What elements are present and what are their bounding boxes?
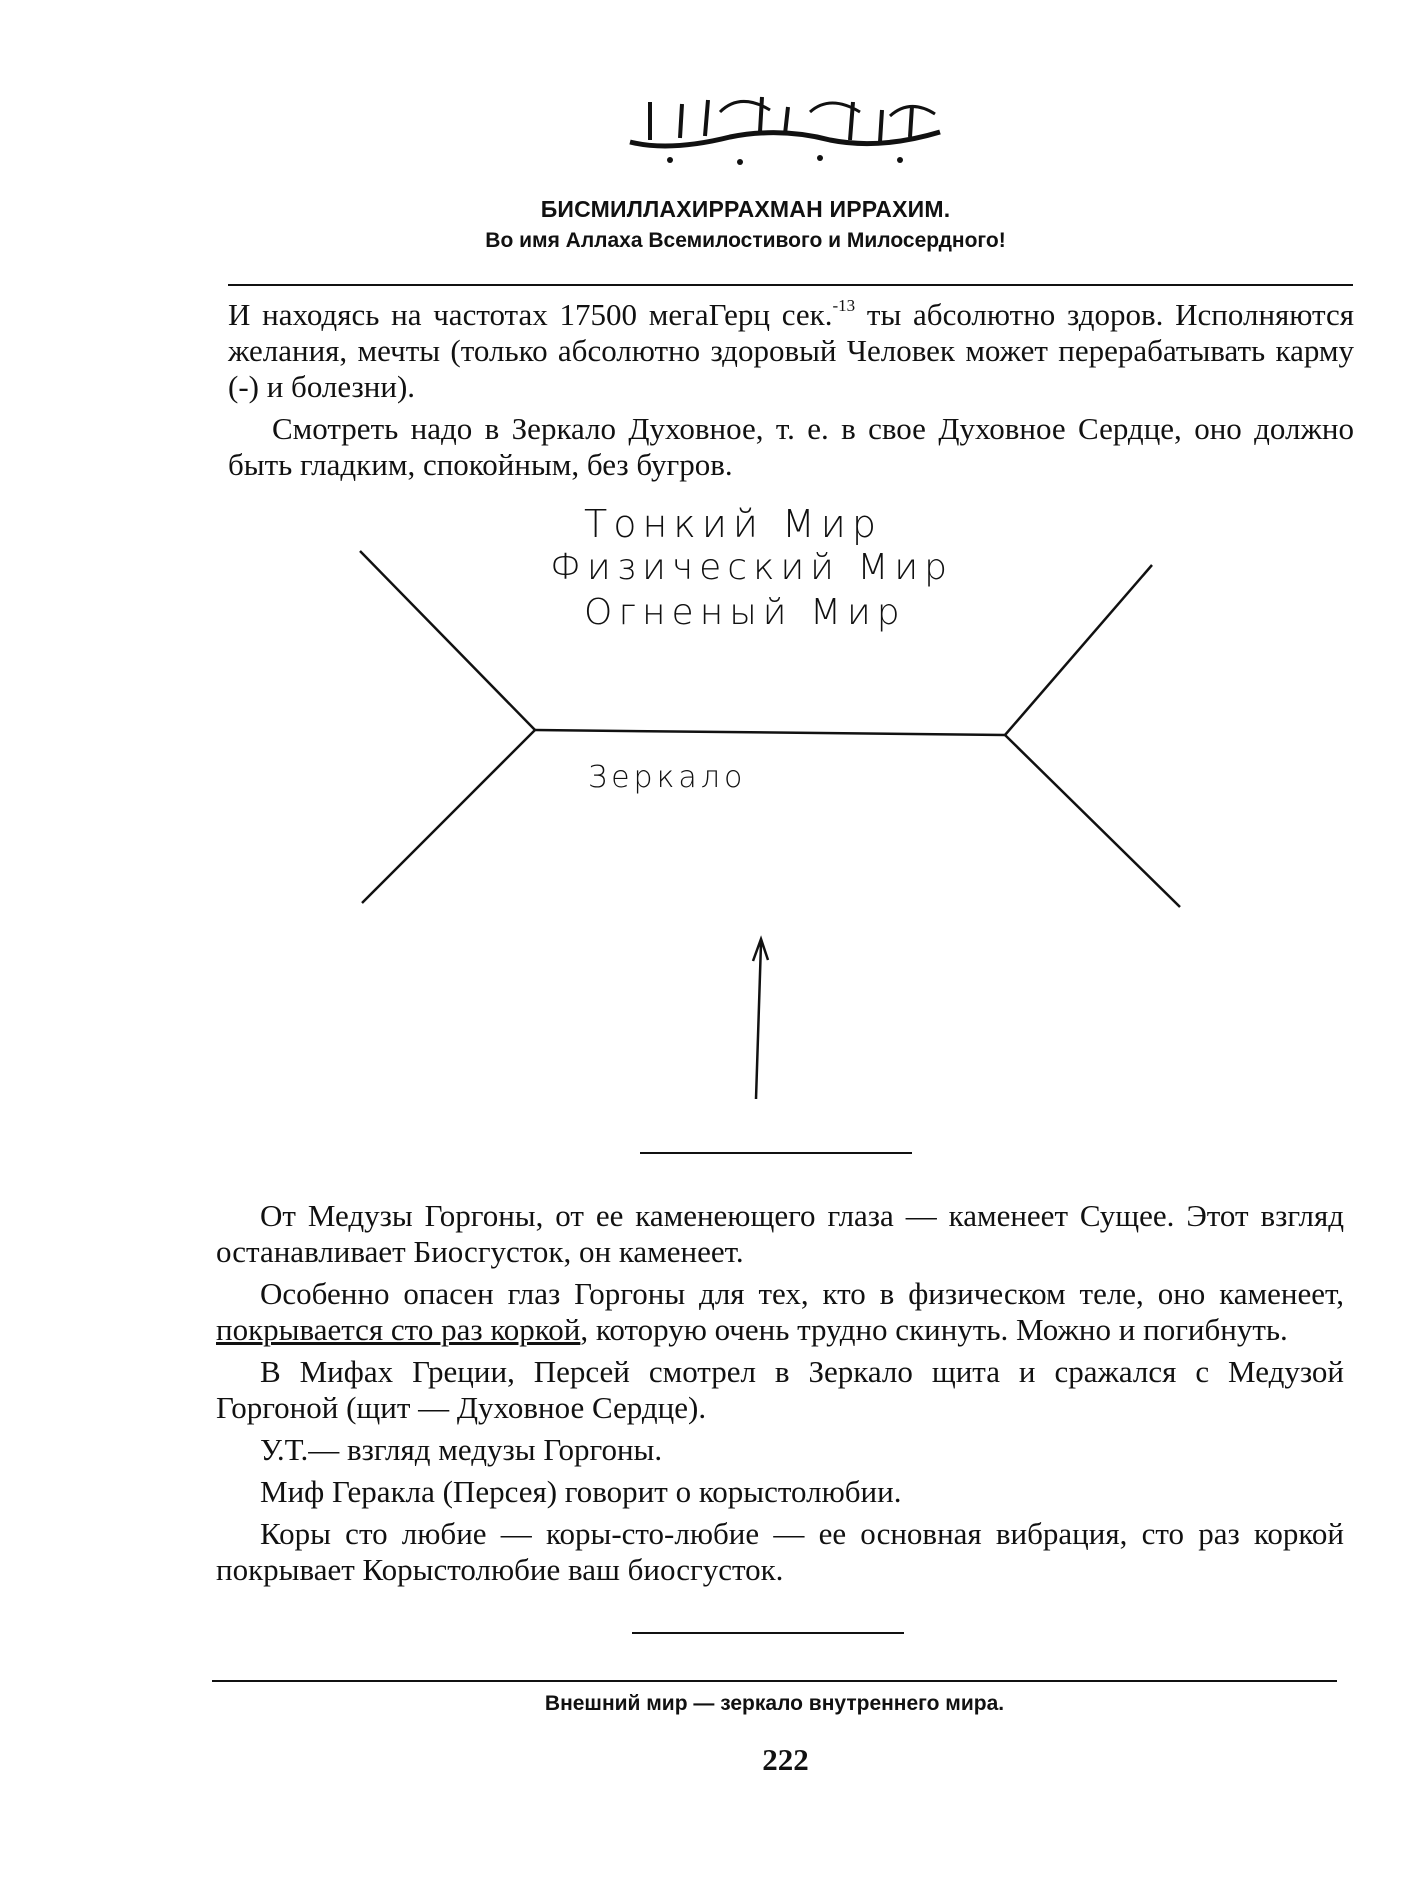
paragraph-text: , которую очень трудно скинуть. Можно и погибнуть. <box>580 1312 1288 1347</box>
label-mirror: Зеркало <box>588 760 747 795</box>
label-subtle-world: Тонкий Мир <box>584 502 882 546</box>
paragraph-text: ты абсолютно здоров. Исполняются желания, мечты (только абсолютно здоровый Человек может перерабатывать карму (-) и болезни). <box>228 297 1354 404</box>
paragraph: В Мифах Греции, Персей смотрел в Зеркало щита и сражался с Медузой Горгоной (щит — Духовное Сердце). <box>216 1354 1344 1425</box>
arrow-up-icon <box>753 939 768 1099</box>
paragraph: Миф Геракла (Персея) говорит о корыстолюбии. <box>260 1474 902 1509</box>
label-physical-world: Физический Мир <box>550 547 953 588</box>
underlined-text: покрывается сто раз коркой <box>216 1312 581 1347</box>
basmala-calligraphy <box>610 82 970 172</box>
paragraph-text: Особенно опасен глаз Горгоны для тех, кто в физическом теле, оно каменеет, <box>260 1276 1344 1311</box>
top-divider <box>228 284 1353 286</box>
paragraph <box>228 297 1354 405</box>
paragraph: Смотреть надо в Зеркало Духовное, т. е. в свое Духовное Сердце, оно должно быть гладким, спокойным, без бугров. <box>228 411 1354 482</box>
paragraph: Коры сто любие — коры-сто-любие — ее основная вибрация, сто раз коркой покрывает Корыстолюбие ваш биосгусток. <box>216 1516 1344 1587</box>
footer-caption: Внешний мир — зеркало внутреннего мира. <box>544 1692 1005 1715</box>
diagram-line-upper-left <box>360 551 535 730</box>
section-separator <box>632 1632 904 1634</box>
diagram-line-mirror <box>535 730 1005 735</box>
superscript: -13 <box>832 296 856 315</box>
paragraph: У.Т.— взгляд медузы Горгоны. <box>260 1432 663 1467</box>
diagram-line-upper-right <box>1005 565 1152 735</box>
paragraph-text: И находясь на частотах 17500 мегаГерц сек. <box>228 297 833 332</box>
bottom-divider <box>212 1680 1337 1682</box>
header-title: БИСМИЛЛАХИРРАХМАН ИРРАХИМ. <box>540 196 951 222</box>
diagram-line-lower-right <box>1005 735 1180 907</box>
label-fiery-world: Огненый Мир <box>584 592 906 633</box>
section-separator <box>640 1152 912 1154</box>
paragraph <box>216 1276 1344 1348</box>
paragraph: От Медузы Горгоны, от ее каменеющего глаза — каменеет Сущее. Этот взгляд останавливает Биосгусток, он каменеет. <box>216 1198 1344 1269</box>
mirror-diagram <box>340 495 1220 1135</box>
header-subtitle: Во имя Аллаха Всемилостивого и Милосердного! <box>485 229 1006 252</box>
diagram-line-lower-left <box>362 730 535 903</box>
page-number: 222 <box>762 1742 809 1777</box>
body-top <box>228 297 1354 489</box>
body-bottom <box>216 1198 1344 1594</box>
